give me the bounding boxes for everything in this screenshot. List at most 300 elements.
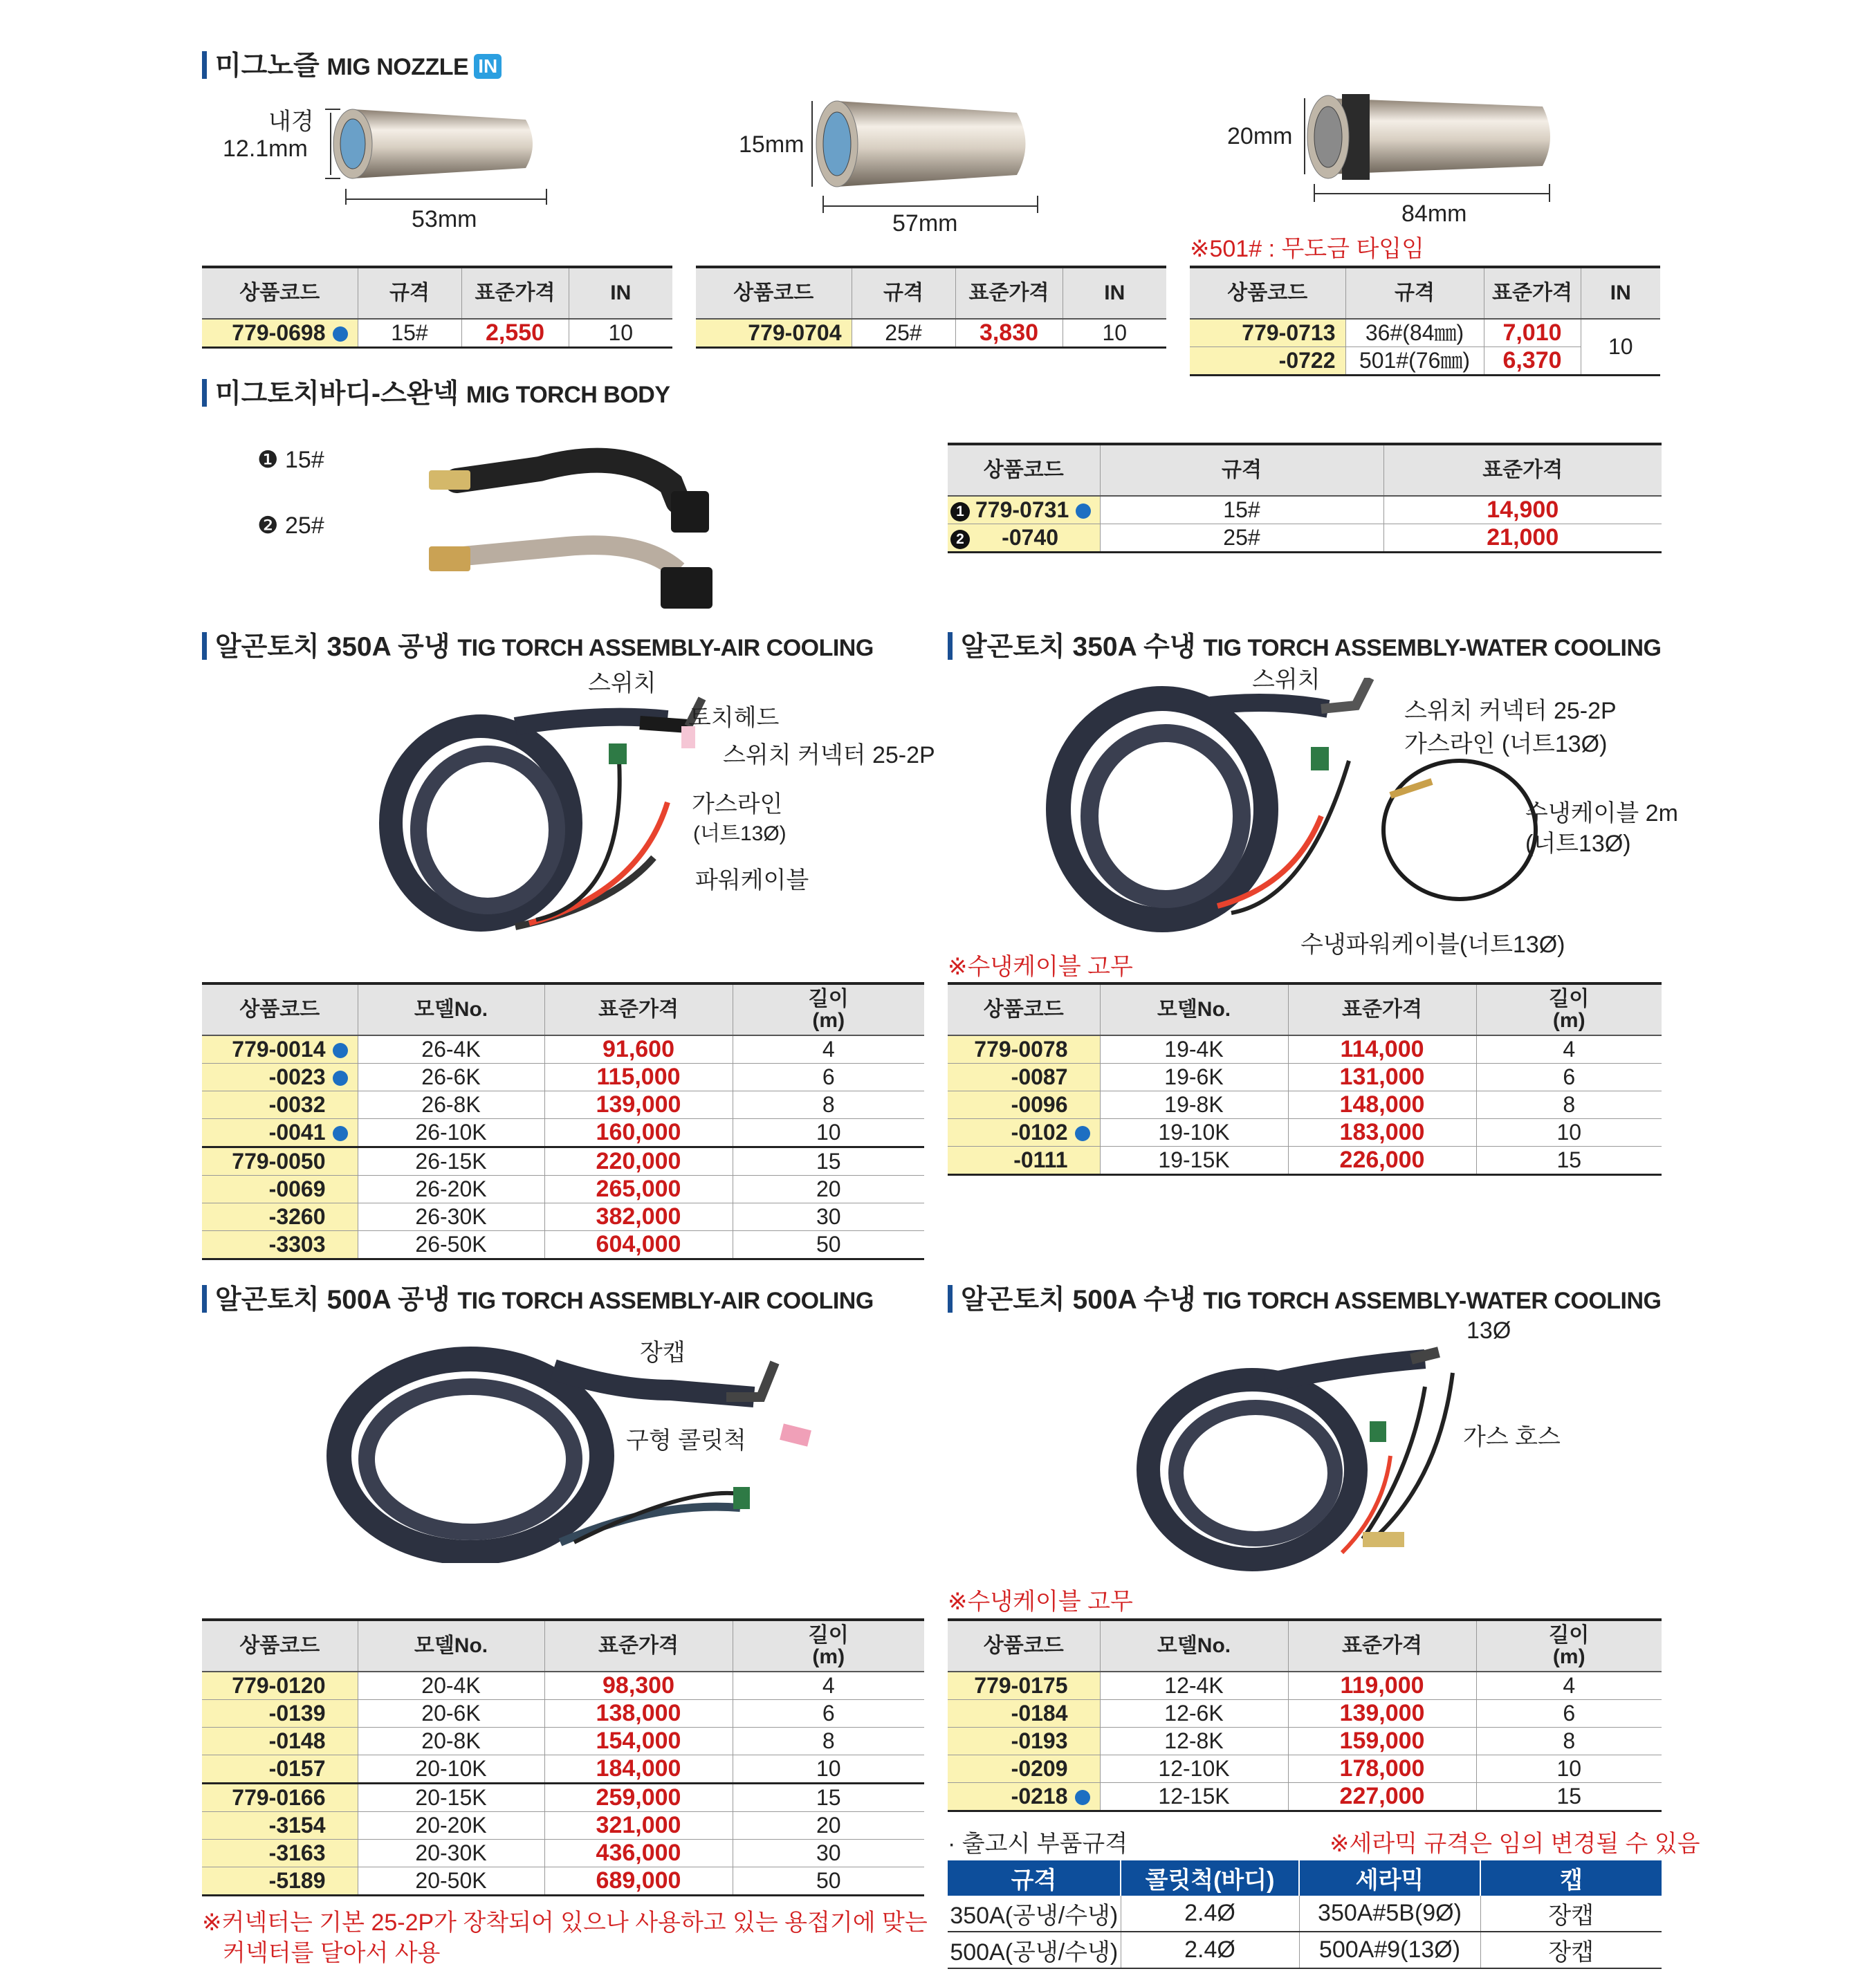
label-switch: 스위치 <box>588 670 656 696</box>
mig-nozzle-1-image <box>325 102 553 206</box>
label-long-cap: 장캡 <box>640 1340 686 1366</box>
price-text: 689,000 <box>596 1867 681 1894</box>
label-power-cable: 파워케이블 <box>695 867 809 894</box>
section-title-tig500-water <box>948 1278 1662 1317</box>
spec: 25# <box>1100 524 1383 553</box>
price-text: 321,000 <box>596 1812 681 1838</box>
length-m <box>733 1700 924 1728</box>
product-code <box>202 1867 358 1896</box>
product-code <box>202 1231 358 1259</box>
col-code: 상품코드 <box>202 983 358 1035</box>
num-2-icon: 2 <box>950 530 970 549</box>
length-head-2: (m) <box>812 1645 845 1668</box>
table-row <box>948 1700 1662 1728</box>
section-title-tig350-air <box>202 625 874 664</box>
length-m <box>733 1728 924 1755</box>
price-text: 159,000 <box>1339 1728 1425 1754</box>
section-title-tig500-air <box>202 1278 874 1317</box>
length-m-text: 6 <box>822 1701 835 1726</box>
title-bar <box>202 632 207 660</box>
price <box>544 1700 733 1728</box>
table-row <box>202 1035 924 1064</box>
connector-footnote-1: ※커넥터는 기본 25-2P가 장착되어 있으나 사용하고 있는 용접기에 맞는 <box>202 1910 928 1936</box>
price <box>1288 1091 1476 1119</box>
product-code-text: -3260 <box>268 1204 326 1229</box>
price <box>544 1867 733 1896</box>
product-code-text: -0111 <box>1013 1147 1068 1172</box>
model-no-text: 19-6K <box>1164 1064 1224 1089</box>
model-no-text: 19-15K <box>1158 1147 1230 1172</box>
price-text: 259,000 <box>596 1784 681 1811</box>
section-title-mig-body <box>202 372 670 411</box>
model-no-text: 26-30K <box>415 1204 487 1229</box>
length-m <box>1476 1755 1662 1783</box>
product-code <box>948 524 1100 553</box>
table-row <box>202 319 672 348</box>
model-no <box>1100 1147 1288 1175</box>
label-cooling-cable: 수냉케이블 2m <box>1525 800 1678 826</box>
product-code-text: -0193 <box>1011 1728 1068 1753</box>
nozzle-2-diameter: 15mm <box>739 131 804 158</box>
product-code-text: -3163 <box>268 1840 326 1865</box>
table-row <box>696 319 1166 348</box>
length-m <box>1476 1064 1662 1091</box>
product-code-text: -0209 <box>1011 1756 1068 1781</box>
title-bar <box>948 1285 953 1313</box>
product-code <box>948 1035 1100 1064</box>
product-code <box>948 1147 1100 1175</box>
product-code <box>202 1728 358 1755</box>
section-title-mig-nozzle <box>202 44 502 83</box>
col-length <box>733 983 924 1035</box>
length-m-text: 8 <box>1563 1728 1576 1753</box>
in-qty: 10 <box>1581 319 1660 376</box>
title-ko: 알곤토치 500A 공냉 <box>215 1285 450 1315</box>
product-code <box>948 1755 1100 1783</box>
parts-spec-title: · 출고시 부품규격 <box>948 1831 1128 1857</box>
model-no <box>1100 1700 1288 1728</box>
water-cable-note: ※수냉케이블 고무 <box>948 1589 1133 1615</box>
table-row <box>948 1728 1662 1755</box>
length-m <box>733 1035 924 1064</box>
model-no <box>358 1064 544 1091</box>
col-price: 표준가격 <box>1484 267 1581 319</box>
product-code-text: -0087 <box>1011 1064 1068 1089</box>
title-en: TIG TORCH ASSEMBLY-AIR COOLING <box>457 1288 874 1314</box>
product-code-text: 779-0078 <box>974 1037 1068 1062</box>
model-no-text: 20-15K <box>415 1785 487 1810</box>
col-price: 표준가격 <box>461 267 569 319</box>
table-row <box>948 1119 1662 1147</box>
price-text: 119,000 <box>1340 1672 1424 1699</box>
length-m-text: 15 <box>816 1149 841 1174</box>
stock-dot-icon <box>333 1043 348 1058</box>
price-text: 154,000 <box>596 1728 681 1754</box>
model-no-text: 12-6K <box>1164 1701 1224 1726</box>
length-m <box>733 1231 924 1259</box>
product-code <box>202 1755 358 1784</box>
price <box>1288 1728 1476 1755</box>
tig500-air-torch-image <box>325 1335 823 1563</box>
table-row <box>202 1755 924 1784</box>
nozzle-2-length: 57mm <box>892 210 958 237</box>
model-no <box>358 1728 544 1755</box>
table-body <box>202 1672 924 1896</box>
col-spec: 규격 <box>852 267 955 319</box>
col-model: 모델No. <box>1100 983 1288 1035</box>
title-en: MIG TORCH BODY <box>466 382 670 408</box>
product-code <box>202 1176 358 1203</box>
mig-nozzle-table-2 <box>696 266 1166 349</box>
model-no-text: 12-4K <box>1164 1673 1224 1698</box>
item-label: 25# <box>284 512 324 539</box>
product-code-text: -3154 <box>268 1813 326 1838</box>
table-row <box>948 1896 1662 1932</box>
length-m-text: 20 <box>816 1813 841 1838</box>
table-row <box>948 1091 1662 1119</box>
table-body <box>202 1035 924 1259</box>
spec: 36#(84㎜) <box>1345 319 1484 347</box>
price-text: 91,600 <box>603 1036 674 1062</box>
col-code: 상품코드 <box>202 1620 358 1672</box>
title-ko: 알곤토치 350A 수냉 <box>961 632 1196 662</box>
length-m-text: 10 <box>816 1756 841 1781</box>
product-code: 779-0713 <box>1190 319 1345 347</box>
product-code <box>202 1812 358 1840</box>
col-code: 상품코드 <box>1190 267 1345 319</box>
col-price: 표준가격 <box>544 983 733 1035</box>
price-text: 227,000 <box>1339 1783 1425 1809</box>
model-no-text: 12-8K <box>1164 1728 1224 1753</box>
length-m <box>733 1064 924 1091</box>
col-code: 상품코드 <box>948 444 1100 496</box>
product-code-text: 779-0120 <box>232 1673 326 1698</box>
model-no-text: 20-6K <box>421 1701 481 1726</box>
product-code-text: -0139 <box>268 1701 326 1726</box>
model-no <box>358 1700 544 1728</box>
col-price: 표준가격 <box>1288 983 1476 1035</box>
table-body <box>948 1672 1662 1811</box>
product-code <box>948 1700 1100 1728</box>
nozzle-3-length: 84mm <box>1401 201 1467 227</box>
tig500-water-table <box>948 1618 1662 1812</box>
length-m <box>1476 1091 1662 1119</box>
model-no <box>358 1231 544 1259</box>
col-in: IN <box>1063 267 1166 319</box>
product-code <box>202 1035 358 1064</box>
cap: 장캡 <box>1480 1932 1662 1968</box>
price <box>544 1176 733 1203</box>
model-no <box>1100 1091 1288 1119</box>
product-code-text: -3303 <box>268 1232 326 1257</box>
price <box>544 1672 733 1700</box>
table-row <box>948 1035 1662 1064</box>
collet: 2.4Ø <box>1121 1896 1299 1932</box>
price-text: 148,000 <box>1339 1091 1425 1118</box>
price: 2,550 <box>461 319 569 348</box>
mig-nozzle-2-image <box>809 95 1045 213</box>
length-m-text: 50 <box>816 1232 841 1257</box>
code-text: 779-0731 <box>975 497 1069 522</box>
mig-body-table <box>948 443 1662 553</box>
price-text: 138,000 <box>596 1700 681 1726</box>
model-no <box>1100 1064 1288 1091</box>
length-m <box>733 1147 924 1176</box>
length-head-1: 길이 <box>1549 987 1590 1010</box>
length-head-1: 길이 <box>808 987 849 1010</box>
mig-torch-body-image <box>415 415 733 609</box>
col-spec: 규격 <box>948 1860 1121 1896</box>
spec: 501#(76㎜) <box>1345 347 1484 376</box>
table-row <box>948 496 1662 524</box>
price: 7,010 <box>1484 319 1581 347</box>
length-head-2: (m) <box>1552 1009 1585 1032</box>
nozzle-501-note: ※501# : 무도금 타입임 <box>1190 236 1424 262</box>
nozzle-1-diameter: 12.1mm <box>223 136 308 162</box>
table-row <box>948 524 1662 553</box>
length-m-text: 8 <box>1563 1092 1576 1117</box>
col-cap: 캡 <box>1480 1860 1662 1896</box>
table-body <box>948 1035 1662 1175</box>
col-length <box>1476 1620 1662 1672</box>
num-1-icon: 1 <box>950 502 970 521</box>
model-no-text: 26-20K <box>415 1176 487 1201</box>
product-code <box>948 496 1100 524</box>
product-code <box>202 1147 358 1176</box>
price-text: 183,000 <box>1339 1119 1425 1145</box>
product-code <box>202 319 358 348</box>
in-qty: 10 <box>569 319 672 348</box>
product-code-text: -0069 <box>268 1176 326 1201</box>
model-no <box>358 1812 544 1840</box>
table-row <box>202 1840 924 1867</box>
table-row <box>202 1091 924 1119</box>
price <box>544 1231 733 1259</box>
model-no-text: 12-10K <box>1158 1756 1230 1781</box>
model-no-text: 26-50K <box>415 1232 487 1257</box>
title-bar <box>202 1285 207 1313</box>
cap: 장캡 <box>1480 1896 1662 1932</box>
stock-dot-icon <box>333 1126 348 1141</box>
nozzle-3-diameter: 20mm <box>1227 123 1293 149</box>
product-code <box>202 1840 358 1867</box>
model-no-text: 20-30K <box>415 1840 487 1865</box>
table-row <box>202 1672 924 1700</box>
price-text: 382,000 <box>596 1203 681 1230</box>
model-no <box>358 1840 544 1867</box>
product-code <box>948 1728 1100 1755</box>
table-row <box>202 1867 924 1896</box>
length-m <box>1476 1147 1662 1175</box>
price: 14,900 <box>1383 496 1662 524</box>
product-code: 779-0704 <box>696 319 852 348</box>
label-gas-nut: (너트13Ø) <box>693 822 787 845</box>
price <box>544 1035 733 1064</box>
price-text: 436,000 <box>596 1840 681 1866</box>
product-code <box>948 1672 1100 1700</box>
product-code-text: 779-0175 <box>974 1673 1068 1698</box>
product-code: -0722 <box>1190 347 1345 376</box>
price-text: 139,000 <box>596 1091 681 1118</box>
price-text: 226,000 <box>1339 1147 1425 1173</box>
length-m <box>733 1119 924 1147</box>
tig350-water-table <box>948 982 1662 1176</box>
in-badge: IN <box>474 54 502 79</box>
price: 3,830 <box>955 319 1063 348</box>
product-code <box>202 1700 358 1728</box>
length-m <box>733 1812 924 1840</box>
price-text: 184,000 <box>596 1755 681 1782</box>
product-code <box>948 1783 1100 1811</box>
length-m <box>733 1840 924 1867</box>
length-m-text: 15 <box>816 1785 841 1810</box>
col-spec: 규격 <box>358 267 461 319</box>
length-m-text: 30 <box>816 1840 841 1865</box>
label-gas-line: 가스라인 <box>692 791 783 817</box>
product-code-text: -5189 <box>268 1868 326 1893</box>
table-row <box>202 1812 924 1840</box>
model-no-text: 20-4K <box>421 1673 481 1698</box>
col-spec: 규격 <box>1100 444 1383 496</box>
price <box>544 1812 733 1840</box>
title-bar <box>202 379 207 407</box>
parts-spec-table <box>948 1860 1662 1969</box>
spec: 500A(공냉/수냉) <box>948 1932 1121 1968</box>
table-row <box>948 1932 1662 1968</box>
col-code: 상품코드 <box>948 1620 1100 1672</box>
title-ko: 미그토치바디-스완넥 <box>215 379 459 409</box>
ceramic: 350A#5B(9Ø) <box>1299 1896 1480 1932</box>
stock-dot-icon <box>1076 503 1091 519</box>
length-m-text: 6 <box>1563 1701 1576 1726</box>
stock-dot-icon <box>333 326 348 342</box>
model-no-text: 20-50K <box>415 1868 487 1893</box>
col-code: 상품코드 <box>948 983 1100 1035</box>
model-no <box>358 1203 544 1231</box>
length-m <box>1476 1672 1662 1700</box>
col-length <box>1476 983 1662 1035</box>
code-text: -0740 <box>1002 525 1058 550</box>
length-head-1: 길이 <box>808 1623 849 1647</box>
item-label: 15# <box>284 447 324 473</box>
col-model: 모델No. <box>358 983 544 1035</box>
product-code <box>202 1203 358 1231</box>
title-bar <box>948 632 953 660</box>
col-code: 상품코드 <box>696 267 852 319</box>
length-m <box>1476 1035 1662 1064</box>
code-text: 779-0698 <box>232 320 326 345</box>
length-m-text: 10 <box>1556 1120 1582 1145</box>
col-ceramic: 세라믹 <box>1299 1860 1480 1896</box>
price <box>544 1203 733 1231</box>
price: 6,370 <box>1484 347 1581 376</box>
price-text: 178,000 <box>1339 1755 1425 1782</box>
label-gas-line: 가스라인 (너트13Ø) <box>1404 731 1608 757</box>
price-text: 265,000 <box>596 1176 681 1202</box>
model-no <box>358 1867 544 1896</box>
table-row <box>202 1784 924 1812</box>
length-m-text: 4 <box>822 1673 835 1698</box>
model-no <box>358 1672 544 1700</box>
length-m-text: 10 <box>816 1120 841 1145</box>
length-m-text: 4 <box>1563 1037 1576 1062</box>
price <box>544 1728 733 1755</box>
model-no <box>1100 1728 1288 1755</box>
table-row <box>202 1728 924 1755</box>
nozzle-1-length: 53mm <box>412 206 477 232</box>
length-m <box>1476 1700 1662 1728</box>
model-no-text: 19-8K <box>1164 1092 1224 1117</box>
title-ko: 알곤토치 500A 수냉 <box>961 1285 1196 1315</box>
collet: 2.4Ø <box>1121 1932 1299 1968</box>
model-no-text: 26-15K <box>415 1149 487 1174</box>
table-row <box>202 1064 924 1091</box>
product-code-text: -0023 <box>268 1064 326 1089</box>
model-no-text: 19-10K <box>1158 1120 1230 1145</box>
label-water-power-cable: 수냉파워케이블(너트13Ø) <box>1300 932 1565 958</box>
length-head-2: (m) <box>1552 1645 1585 1668</box>
product-code <box>202 1064 358 1091</box>
num-1-icon: ❶ <box>257 447 279 473</box>
product-code-text: -0148 <box>268 1728 326 1753</box>
price-text: 114,000 <box>1340 1036 1424 1062</box>
model-no <box>1100 1672 1288 1700</box>
length-m <box>733 1755 924 1784</box>
length-m <box>1476 1119 1662 1147</box>
price <box>1288 1755 1476 1783</box>
price <box>544 1064 733 1091</box>
col-in: IN <box>569 267 672 319</box>
title-bar <box>202 51 207 79</box>
price <box>1288 1700 1476 1728</box>
col-model: 모델No. <box>358 1620 544 1672</box>
length-m-text: 15 <box>1556 1147 1582 1172</box>
model-no <box>358 1755 544 1784</box>
length-m-text: 4 <box>1563 1673 1576 1698</box>
length-m <box>733 1091 924 1119</box>
product-code-text: -0157 <box>268 1756 326 1781</box>
model-no-text: 20-10K <box>415 1756 487 1781</box>
product-code <box>202 1119 358 1147</box>
water-cable-note: ※수냉케이블 고무 <box>948 954 1133 980</box>
product-code <box>948 1119 1100 1147</box>
price-text: 604,000 <box>596 1231 681 1257</box>
model-no <box>358 1784 544 1812</box>
length-m <box>1476 1783 1662 1811</box>
length-m-text: 50 <box>816 1868 841 1893</box>
length-m-text: 6 <box>822 1064 835 1089</box>
model-no <box>358 1091 544 1119</box>
tig500-water-torch-image <box>1134 1331 1522 1580</box>
length-m-text: 30 <box>816 1204 841 1229</box>
col-spec: 규격 <box>1345 267 1484 319</box>
price-text: 139,000 <box>1339 1700 1425 1726</box>
length-m-text: 20 <box>816 1176 841 1201</box>
price <box>1288 1119 1476 1147</box>
col-price: 표준가격 <box>1383 444 1662 496</box>
price <box>1288 1672 1476 1700</box>
price <box>544 1119 733 1147</box>
price-text: 115,000 <box>596 1064 681 1090</box>
label-switch-connector: 스위치 커넥터 25-2P <box>1404 698 1617 724</box>
product-code <box>948 1064 1100 1091</box>
col-length <box>733 1620 924 1672</box>
product-code-text: 779-0050 <box>232 1149 326 1174</box>
stock-dot-icon <box>1075 1790 1090 1805</box>
table-row <box>202 1231 924 1259</box>
product-code-text: -0218 <box>1011 1784 1068 1809</box>
title-en: MIG NOZZLE <box>327 54 469 80</box>
